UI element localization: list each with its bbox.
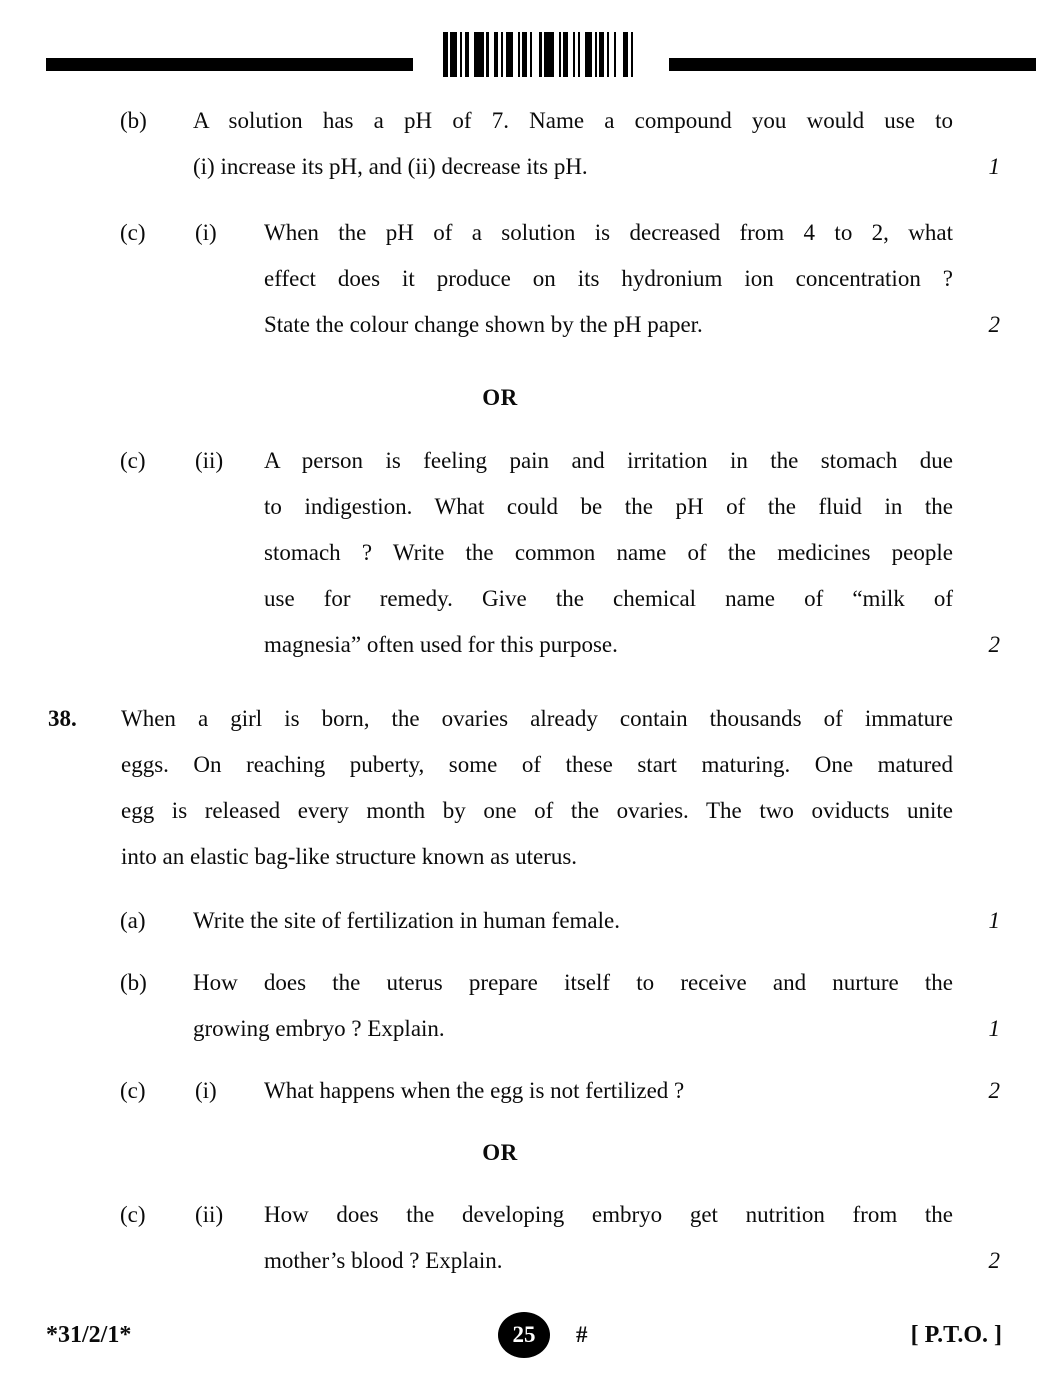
part-label: (a) [120, 908, 146, 933]
subpart-label: (ii) [195, 1202, 224, 1227]
marks-value: 2 [988, 1248, 1000, 1273]
question-text-line: State the colour change shown by the pH paper. [264, 312, 703, 337]
subpart-label: (ii) [195, 448, 224, 473]
subpart-label: (i) [195, 220, 217, 245]
part-label: (b) [120, 108, 147, 133]
question-38-part-c-i [0, 1068, 1046, 1114]
subpart-label: (i) [195, 1078, 217, 1103]
question-text-line: growing embryo ? Explain. [193, 1016, 445, 1041]
marks-value: 2 [988, 1078, 1000, 1103]
marks-value: 1 [988, 1016, 1000, 1041]
page-number-badge [498, 1312, 550, 1358]
part-label: (c) [120, 448, 146, 473]
paper-code: *31/2/1* [46, 1322, 132, 1348]
question-text-line: effect does it produce on its hydronium ion concentration ? [264, 266, 953, 291]
question-text-line: What happens when the egg is not fertilized ? [264, 1078, 685, 1103]
part-label: (c) [120, 1202, 146, 1227]
part-label: (c) [120, 1078, 146, 1103]
marks-value: 2 [988, 632, 1000, 657]
marks-value: 2 [988, 312, 1000, 337]
part-label: (b) [120, 970, 147, 995]
question-text-line: eggs. On reaching puberty, some of these start maturing. One matured [121, 752, 953, 777]
question-38 [0, 696, 1046, 880]
or-separator: OR [482, 385, 518, 410]
question-text-line: into an elastic bag-like structure known as uterus. [121, 844, 578, 869]
question-text-line: How does the uterus prepare itself to receive and nurture the [193, 970, 953, 995]
question-text-line: mother’s blood ? Explain. [264, 1248, 503, 1273]
question-text-line: Write the site of fertilization in human female. [193, 908, 620, 933]
question-38-part-a [0, 898, 1046, 944]
part-label: (c) [120, 220, 146, 245]
question-38-part-b [0, 960, 1046, 1052]
header-rule-left [46, 58, 413, 71]
question-part-c-ii [0, 438, 1046, 668]
header-rule-right [669, 58, 1036, 71]
question-38-part-c-ii [0, 1192, 1046, 1284]
question-text-line: A person is feeling pain and irritation in the stomach due [264, 448, 953, 473]
question-text-line: (i) increase its pH, and (ii) decrease its pH. [193, 154, 588, 179]
question-text-line: magnesia” often used for this purpose. [264, 632, 618, 657]
question-text-line: use for remedy. Give the chemical name of “milk of [264, 586, 953, 611]
marks-value: 1 [988, 908, 1000, 933]
or-separator: OR [482, 1140, 518, 1165]
page-footer [0, 1312, 1046, 1358]
question-text-line: How does the developing embryo get nutrition from the [264, 1202, 953, 1227]
question-number: 38. [48, 706, 77, 731]
page-header [0, 0, 1046, 98]
question-part-c-i [0, 210, 1046, 348]
question-text-line: to indigestion. What could be the pH of the fluid in the [264, 494, 953, 519]
question-text-line: When the pH of a solution is decreased from 4 to 2, what [264, 220, 953, 245]
page-number: 25 [512, 1322, 536, 1347]
barcode-icon [443, 32, 638, 77]
hash-mark: # [576, 1322, 588, 1347]
question-text-line: When a girl is born, the ovaries already contain thousands of immature [121, 706, 953, 731]
pto-label: [ P.T.O. ] [910, 1322, 1002, 1348]
marks-value: 1 [988, 154, 1000, 179]
question-text-line: A solution has a pH of 7. Name a compound you would use to [193, 108, 953, 133]
question-text-line: egg is released every month by one of the ovaries. The two oviducts unite [121, 798, 953, 823]
question-text-line: stomach ? Write the common name of the medicines people [264, 540, 953, 565]
question-part-b [0, 98, 1046, 190]
